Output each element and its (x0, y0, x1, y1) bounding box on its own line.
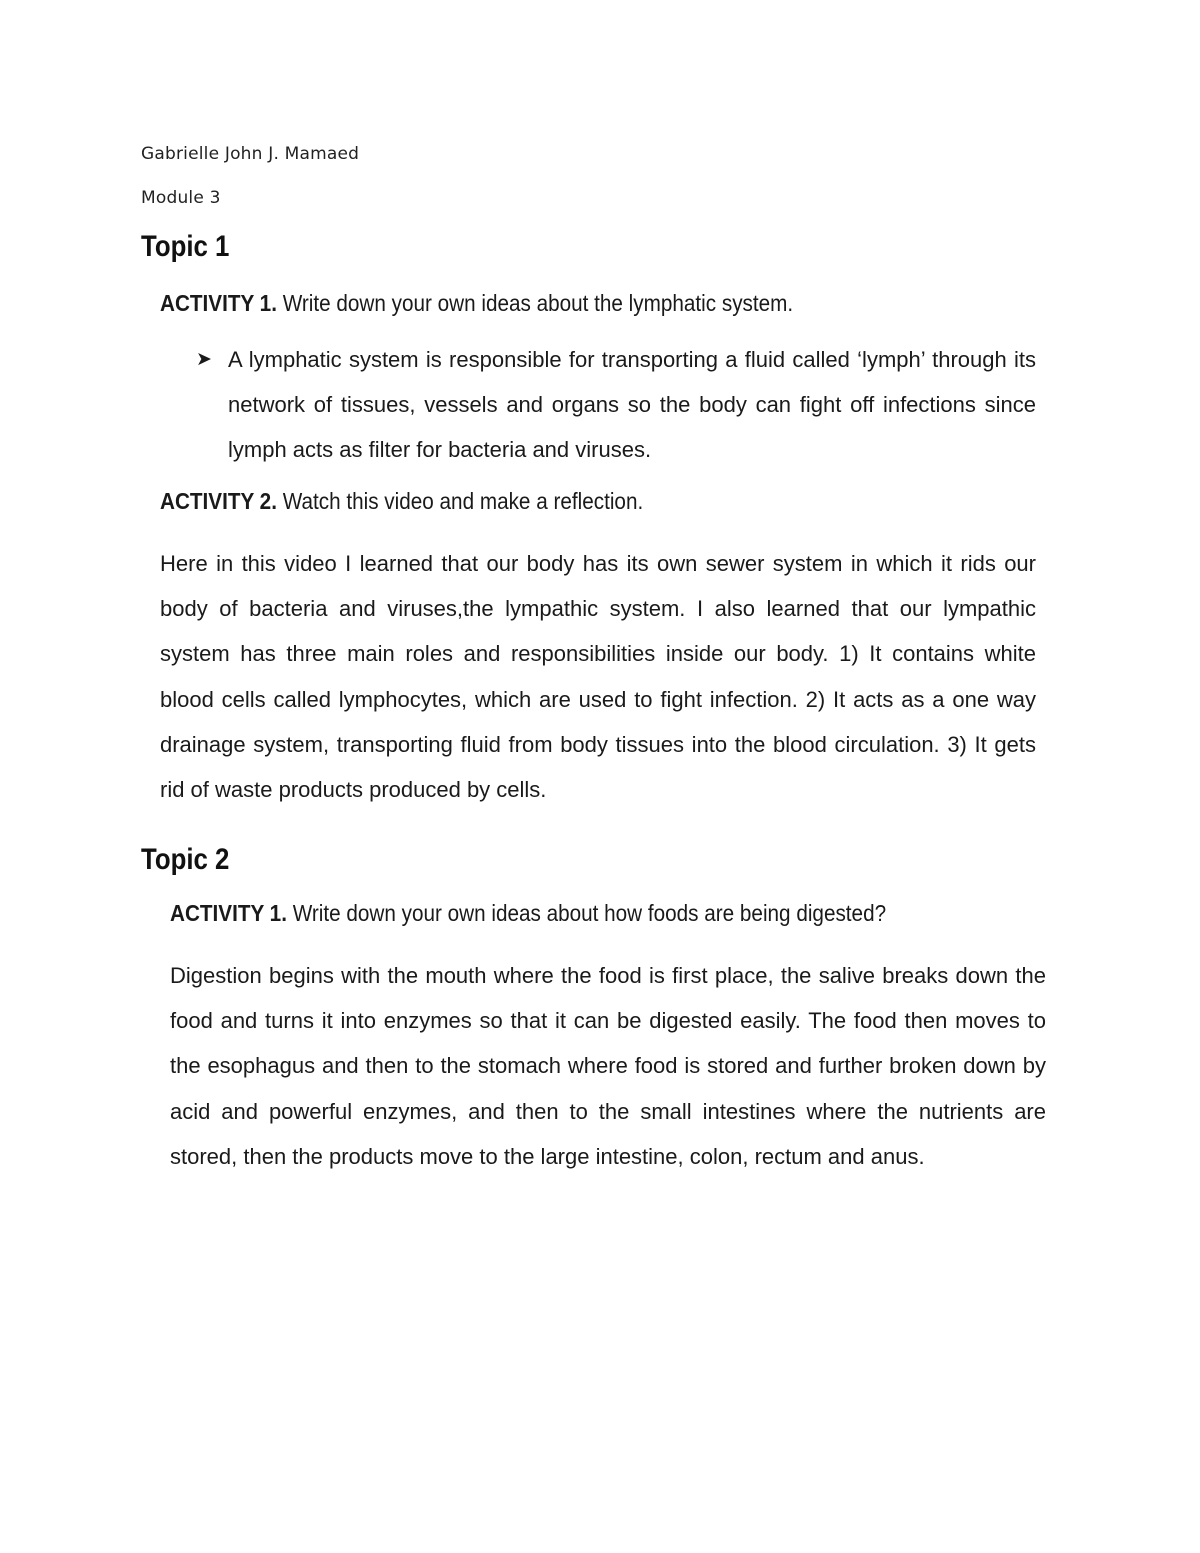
bullet-answer-text: A lymphatic system is responsible for transporting a fluid called ‘lymph’ through its network of tissues, vessels and organs so the body can fight off infections since lymph acts as filter for bacteria and viruses. (228, 347, 1036, 462)
activity-prompt: Watch this video and make a reflection. (276, 488, 644, 514)
activity-prompt: Write down your own ideas about the lymphatic system. (276, 290, 794, 316)
arrowhead-bullet-icon: ➤ (196, 348, 212, 370)
topic1-activity1-title (160, 290, 793, 317)
activity-label: ACTIVITY 1. (160, 290, 277, 316)
module-label: Module 3 (141, 188, 221, 208)
topic2-digestion-paragraph: Digestion begins with the mouth where the food is first place, the salive breaks down the food and turns it into enzymes so that it can be digested easily. The food then moves to the esophagus and then to the stomach where food is stored and further broken down by acid and powerful enzymes, and then to the small intestines where the nutrients are stored, then the products move to the large intestine, colon, rectum and anus. (170, 963, 1046, 1169)
topic2-activity1-title (170, 900, 886, 927)
activity-prompt: Write down your own ideas about how foods are being digested? (286, 900, 887, 926)
topic-2-heading: Topic 2 (141, 843, 230, 876)
topic1-activity2-title (160, 488, 643, 515)
activity-label: ACTIVITY 2. (160, 488, 277, 514)
author-name: Gabrielle John J. Mamaed (141, 144, 360, 164)
topic-1-heading: Topic 1 (141, 230, 230, 263)
topic1-activity1-answer (196, 337, 1036, 472)
activity-label: ACTIVITY 1. (170, 900, 287, 926)
topic1-reflection-paragraph: Here in this video I learned that our body has its own sewer system in which it rids our body of bacteria and viruses,the lympathic system. I also learned that our lympathic system has three main roles and responsibilities inside our body. 1) It contains white blood cells called lymphocytes, which are used to fight infection. 2) It acts as a one way drainage system, transporting fluid from body tissues into the blood circulation. 3) It gets rid of waste products produced by cells. (160, 551, 1036, 803)
